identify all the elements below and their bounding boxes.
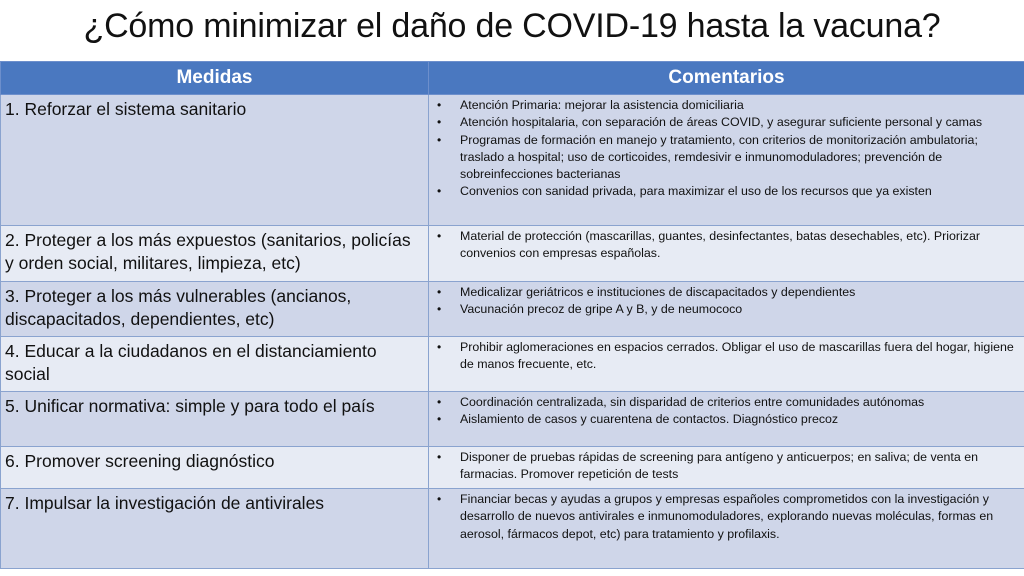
comment-cell bbox=[429, 392, 1024, 447]
comment-item: • Atención hospitalaria, con separación de áreas COVID, y asegurar suficiente personal y camas bbox=[433, 114, 1022, 131]
comment-cell bbox=[429, 95, 1024, 226]
bullet-icon: • bbox=[437, 492, 442, 506]
table-row bbox=[1, 489, 1024, 569]
comment-item: • Material de protección (mascarillas, guantes, desinfectantes, batas desechables, etc). Priorizar convenios con empresas españolas. bbox=[437, 229, 980, 261]
bullet-icon: • bbox=[437, 132, 442, 147]
table-row bbox=[1, 95, 1024, 226]
measure-cell: 4. Educar a la ciudadanos en el distanciamiento social bbox=[1, 337, 429, 392]
table-row bbox=[1, 282, 1024, 337]
comment-cell bbox=[429, 282, 1024, 337]
bullet-icon: • bbox=[437, 450, 442, 464]
comment-item: • Atención Primaria: mejorar la asistencia domiciliaria bbox=[433, 97, 1022, 114]
measure-cell: 1. Reforzar el sistema sanitario bbox=[1, 95, 429, 226]
table-row bbox=[1, 392, 1024, 447]
comment-item: • Financiar becas y ayudas a grupos y empresas españoles comprometidos con la investigación y desarrollo de nuevos antivirales e inmunomoduladores, explorando nuevas moléculas, formas en aerosol, fármacos depot, etc) para tratamiento y profilaxis. bbox=[437, 492, 994, 541]
header-medidas: Medidas bbox=[1, 62, 429, 95]
measures-table bbox=[0, 61, 1024, 569]
measure-cell: 7. Impulsar la investigación de antivirales bbox=[1, 489, 429, 569]
measure-cell: 6. Promover screening diagnóstico bbox=[1, 447, 429, 489]
header-comentarios: Comentarios bbox=[429, 62, 1024, 95]
bullet-icon: • bbox=[437, 412, 442, 427]
measure-cell: 2. Proteger a los más expuestos (sanitarios, policías y orden social, militares, limpieza, etc) bbox=[1, 226, 429, 282]
bullet-icon: • bbox=[437, 115, 442, 130]
comment-item: • Disponer de pruebas rápidas de screening para antígeno y anticuerpos; en saliva; de venta en farmacias. Promover repetición de tests bbox=[437, 450, 978, 482]
bullet-icon: • bbox=[437, 340, 442, 354]
comment-item: • Convenios con sanidad privada, para maximizar el uso de los recursos que ya existen bbox=[433, 183, 1022, 200]
bullet-icon: • bbox=[437, 285, 442, 299]
bullet-icon: • bbox=[437, 184, 442, 199]
comment-cell bbox=[429, 447, 1024, 489]
comment-cell bbox=[429, 489, 1024, 569]
bullet-icon: • bbox=[437, 395, 442, 409]
measure-cell: 5. Unificar normativa: simple y para todo el país bbox=[1, 392, 429, 447]
bullet-icon: • bbox=[437, 302, 442, 317]
measure-cell: 3. Proteger a los más vulnerables (ancianos, discapacitados, dependientes, etc) bbox=[1, 282, 429, 337]
table-row bbox=[1, 447, 1024, 489]
comment-item: • Coordinación centralizada, sin disparidad de criterios entre comunidades autónomas bbox=[433, 394, 1022, 411]
comment-item: • Medicalizar geriátricos e instituciones de discapacitados y dependientes bbox=[433, 284, 1022, 301]
comment-item: • Vacunación precoz de gripe A y B, y de neumococo bbox=[433, 301, 1022, 318]
comment-item: • Programas de formación en manejo y tratamiento, con criterios de monitorización ambulatoria; traslado a hospital; uso de corticoides, remdesivir e inmunomoduladores; prevención de sobreinfecciones bacterianas bbox=[437, 132, 978, 182]
bullet-icon: • bbox=[437, 229, 442, 243]
table-header-row bbox=[1, 62, 1024, 95]
comment-item: • Prohibir aglomeraciones en espacios cerrados. Obligar el uso de mascarillas fuera del hogar, higiene de manos frecuente, etc. bbox=[437, 340, 1014, 372]
comment-cell bbox=[429, 337, 1024, 392]
comment-cell bbox=[429, 226, 1024, 282]
comment-item: • Aislamiento de casos y cuarentena de contactos. Diagnóstico precoz bbox=[433, 411, 1022, 428]
slide-title: ¿Cómo minimizar el daño de COVID-19 hasta la vacuna? bbox=[83, 7, 941, 45]
bullet-icon: • bbox=[437, 98, 442, 112]
table-row bbox=[1, 337, 1024, 392]
table-row bbox=[1, 226, 1024, 282]
